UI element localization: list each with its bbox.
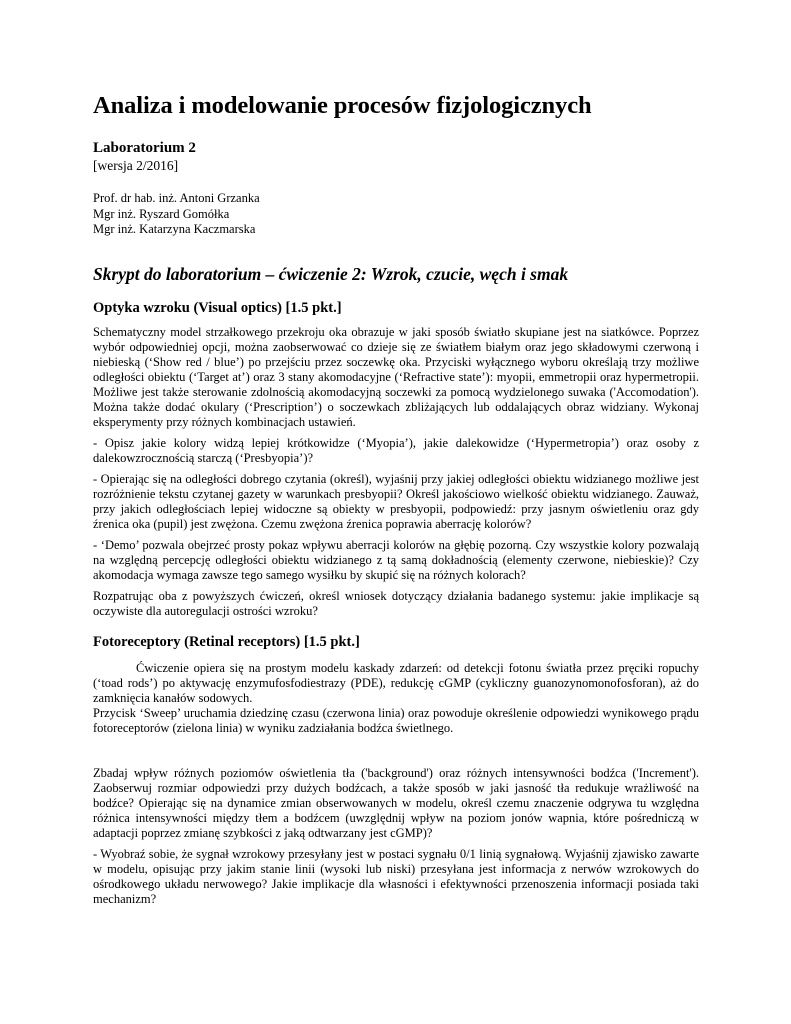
authors-list: [93, 191, 699, 238]
paragraph: Zbadaj wpływ różnych poziomów oświetlenia tła ('background') oraz różnych intensywności bodźca ('Increment'). Zaobserwuj rozmiar odpowiedzi przy dużych bodźcach, a także sposób w jaki jasność tła redukuje wrażliwość na bodźce? Opierając się na dynamice zmian obserwowanych w modelu, określ czemu znaczenie odgrywa tu względna różnica intensywności między tłem a bodźcem (uwzględnij wpływ na poziom jonów wapnia, które pośredniczą w adaptacji poprzez zmianę szybkości z jaką odtwarzany jest cGMP)?: [93, 765, 699, 840]
author-line: Mgr inż. Ryszard Gomółka: [93, 206, 230, 221]
paragraph: Rozpatrując oba z powyższych ćwiczeń, określ wniosek dotyczący działania badanego systemu: jakie implikacje są oczywiste dla autoregulacji ostrości wzroku?: [93, 588, 699, 618]
paragraph: - Opierając się na odległości dobrego czytania (określ), wyjaśnij przy jakiej odległości obiektu widzianego możliwe jest rozróżnienie tekstu czytanej gazety w warunkach presbyopii? Określ jakościowo wielkość obiektu widzianego. Zauważ, przy jakich odległościach lepiej widoczne są obiekty w presbyopii, podpowiedź: przy jasnym oświetleniu oraz gdy źrenica oka (pupil) jest zwężona. Czemu zwężona źrenica poprawia aberrację kolorów?: [93, 471, 699, 531]
paragraph: Schematyczny model strzałkowego przekroju oka obrazuje w jaki sposób światło skupiane jest na siatkówce. Poprzez wybór odpowiedniej opcji, można zaobserwować co dzieje się ze światłem białym oraz jego składowymi czerwoną i niebieską (‘Show red / blue’) po przejściu przez soczewkę oka. Przyciski wyłącznego wyboru określają trzy możliwe odległości obiektu (‘Target at’) oraz 3 stany akomodacyjne (‘Refractive state’): myopii, emmetropii oraz hypermetropii. Możliwe jest także sterowanie zdolnością akomodacyjną soczewki za pomocą wydzielonego suwaka ('Accomodation'). Można także dodać okulary (‘Prescription’) o soczewkach zbliżających lub oddalających obraz widziany. Wykonaj eksperymenty przy różnych kombinacjach ustawień.: [93, 324, 699, 429]
script-title: Skrypt do laboratorium – ćwiczenie 2: Wzrok, czucie, węch i smak: [93, 263, 569, 284]
paragraph: - Opisz jakie kolory widzą lepiej krótkowidze (‘Myopia’), jakie dalekowidze (‘Hypermetropia’) oraz osoby z dalekowzrocznością starczą (‘Presbyopia’)?: [93, 435, 699, 465]
document-title: Analiza i modelowanie procesów fizjologicznych: [93, 92, 592, 119]
version-label: [wersja 2/2016]: [93, 158, 179, 173]
paragraph: Ćwiczenie opiera się na prostym modelu kaskady zdarzeń: od detekcji fotonu światła przez pręciki ropuchy (‘toad rods’) po aktywację enzymufosfodiestrazy (PDE), redukcję cGMP (cykliczny guanozynomonofosforan), aż do zamknięcia kanałów sodowych.: [93, 660, 699, 705]
author-line: Mgr inż. Katarzyna Kaczmarska: [93, 222, 256, 236]
paragraph: Przycisk ‘Sweep’ uruchamia dziedzinę czasu (czerwona linia) oraz powoduje określenie odpowiedzi wynikowego prądu fotoreceptorów (zielona linia) w wyniku zadziałania bodźca świetlnego.: [93, 705, 699, 735]
lab-number: Laboratorium 2: [93, 140, 196, 156]
paragraph: - ‘Demo’ pozwala obejrzeć prosty pokaz wpływu aberracji kolorów na głębię pozorną. Czy wszystkie kolory pozwalają na względną percepcję odległości obiektu widzianego z tą samą dokładnością (elementy czerwone, niebieskie)? Czy akomodacja wymaga zawsze tego samego wysiłku by skupić się na różnych kolorach?: [93, 537, 699, 582]
paragraph: - Wyobraź sobie, że sygnał wzrokowy przesyłany jest w postaci sygnału 0/1 linią sygnałową. Wyjaśnij zjawisko zawarte w modelu, opisując przy jakim stanie linii (wysoki lub niski) przesyłana jest informacja z nerwów wzrokowych do ośrodkowego układu nerwowego? Jakie implikacje dla własności i efektywności przenoszenia informacji posiada taki mechanizm?: [93, 846, 699, 906]
section-heading-visual-optics: Optyka wzroku (Visual optics) [1.5 pkt.]: [93, 299, 342, 316]
document-page: [93, 90, 699, 907]
author-line: Prof. dr hab. inż. Antoni Grzanka: [93, 191, 260, 205]
section-heading-retinal-receptors: Fotoreceptory (Retinal receptors) [1.5 pkt.]: [93, 633, 360, 650]
